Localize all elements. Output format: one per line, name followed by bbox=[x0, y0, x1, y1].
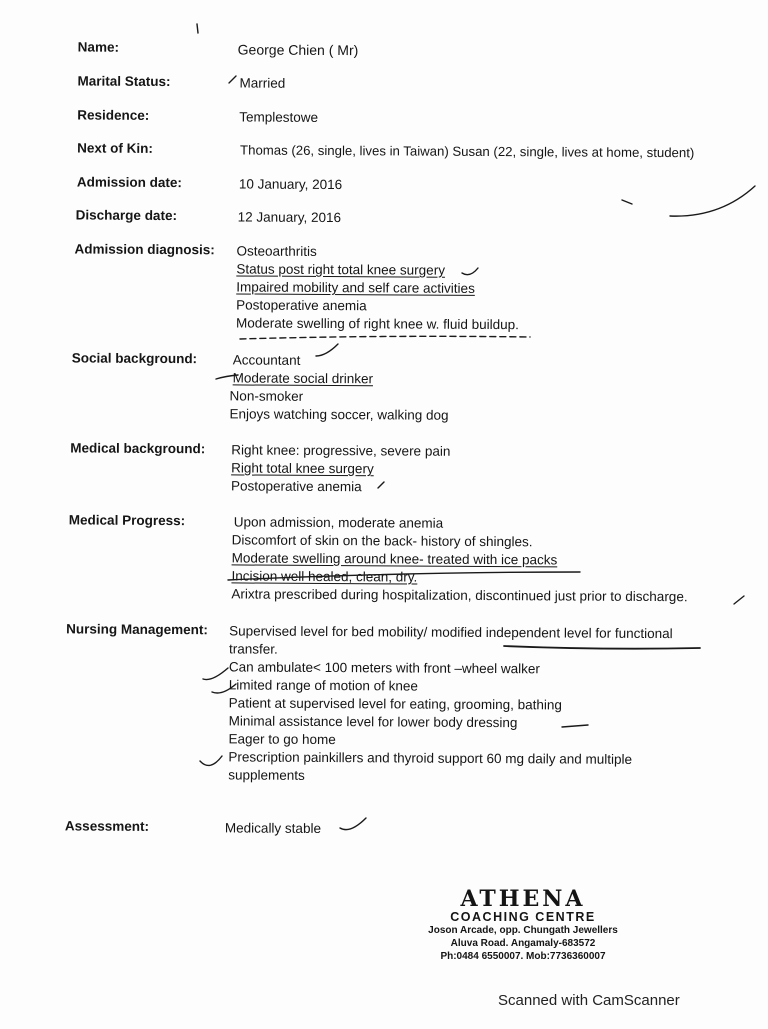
diagnosis-line: Postoperative anemia bbox=[236, 297, 367, 314]
medical-background-line: Right total knee surgery bbox=[231, 460, 374, 477]
diagnosis-line: Impaired mobility and self care activities bbox=[236, 279, 475, 296]
social-background-label: Social background: bbox=[71, 350, 198, 367]
diagnosis-line: Status post right total knee surgery bbox=[236, 261, 446, 278]
medical-background-section bbox=[0, 440, 765, 495]
marital-status-value: Married bbox=[239, 75, 286, 91]
medical-background-label: Medical background: bbox=[70, 440, 206, 457]
medical-background-line: Right knee: progressive, severe pain bbox=[231, 442, 451, 459]
medical-background-lines bbox=[231, 441, 450, 496]
nursing-line: Eager to go home bbox=[228, 731, 336, 748]
discharge-date-row bbox=[0, 207, 767, 226]
assessment-value: Medically stable bbox=[224, 820, 322, 836]
next-of-kin-label: Next of Kin: bbox=[77, 140, 153, 156]
nursing-management-label: Nursing Management: bbox=[66, 621, 208, 638]
diagnosis-line: Moderate swelling of right knee w. fluid buildup. bbox=[235, 315, 519, 333]
medical-background-line: Postoperative anemia bbox=[230, 478, 362, 495]
admission-date-row bbox=[0, 174, 767, 193]
nursing-line: Supervised level for bed mobility/ modified independent level for functional bbox=[229, 623, 673, 642]
social-line: Accountant bbox=[232, 352, 301, 368]
social-background-section bbox=[0, 350, 766, 423]
admission-date-label: Admission date: bbox=[76, 174, 182, 191]
name-value: George Chien ( Mr) bbox=[237, 41, 359, 59]
stamp-title: ATHENA bbox=[460, 886, 586, 912]
progress-line: Arixtra prescribed during hospitalization, discontinued just prior to discharge. bbox=[231, 586, 688, 605]
marital-status-row bbox=[0, 73, 768, 91]
discharge-date-value: 12 January, 2016 bbox=[237, 209, 342, 226]
progress-line: Incision well healed, clean, dry. bbox=[231, 568, 418, 585]
next-of-kin-value: Thomas (26, single, lives in Taiwan) Susan (22, single, lives at home, student) bbox=[240, 142, 695, 161]
diagnosis-line: Osteoarthritis bbox=[236, 243, 317, 259]
admission-diagnosis-label: Admission diagnosis: bbox=[74, 241, 215, 258]
admission-diagnosis-section bbox=[0, 241, 767, 333]
admission-date-value: 10 January, 2016 bbox=[238, 176, 343, 193]
social-line: Non-smoker bbox=[229, 388, 304, 404]
stamp-address-line: Joson Arcade, opp. Chungath Jewellers bbox=[428, 925, 618, 936]
medical-progress-section bbox=[0, 512, 765, 605]
social-line: Moderate social drinker bbox=[232, 370, 374, 387]
nursing-line: supplements bbox=[228, 767, 305, 783]
progress-line: Discomfort of skin on the back- history of shingles. bbox=[231, 532, 533, 550]
nursing-line: transfer. bbox=[228, 641, 278, 657]
coaching-centre-stamp bbox=[418, 888, 628, 963]
stamp-address-line: Aluva Road. Angamaly-683572 bbox=[450, 938, 596, 949]
assessment-row bbox=[0, 818, 763, 836]
medical-progress-lines bbox=[231, 513, 688, 606]
nursing-line: Minimal assistance level for lower body dressing bbox=[228, 713, 518, 731]
camscanner-watermark: Scanned with CamScanner bbox=[498, 992, 680, 1009]
progress-line: Upon admission, moderate anemia bbox=[233, 514, 444, 531]
admission-diagnosis-lines bbox=[236, 242, 519, 334]
nursing-line: Limited range of motion of knee bbox=[228, 677, 418, 694]
social-line: Enjoys watching soccer, walking dog bbox=[229, 406, 449, 423]
residence-value: Templestowe bbox=[239, 109, 319, 125]
next-of-kin-row bbox=[0, 140, 767, 161]
nursing-line: Patient at supervised level for eating, grooming, bathing bbox=[228, 695, 562, 713]
residence-label: Residence: bbox=[77, 107, 150, 123]
residence-row bbox=[0, 107, 767, 125]
progress-line: Moderate swelling around knee- treated with ice packs bbox=[231, 550, 558, 568]
nursing-management-section bbox=[0, 621, 764, 783]
marital-status-label: Marital Status: bbox=[77, 73, 171, 90]
nursing-line: Can ambulate< 100 meters with front –wheel walker bbox=[228, 659, 541, 677]
discharge-date-label: Discharge date: bbox=[75, 207, 178, 224]
stamp-phone-line: Ph:0484 6550007. Mob:7736360007 bbox=[440, 951, 606, 962]
assessment-label: Assessment: bbox=[64, 818, 150, 834]
social-background-lines bbox=[229, 351, 449, 424]
nursing-management-lines bbox=[228, 622, 672, 787]
nursing-line: Prescription painkillers and thyroid support 60 mg daily and multiple bbox=[228, 749, 633, 767]
stamp-subtitle: COACHING CENTRE bbox=[450, 910, 596, 924]
name-label: Name: bbox=[77, 39, 120, 55]
medical-progress-label: Medical Progress: bbox=[68, 512, 186, 529]
name-row bbox=[0, 39, 768, 59]
